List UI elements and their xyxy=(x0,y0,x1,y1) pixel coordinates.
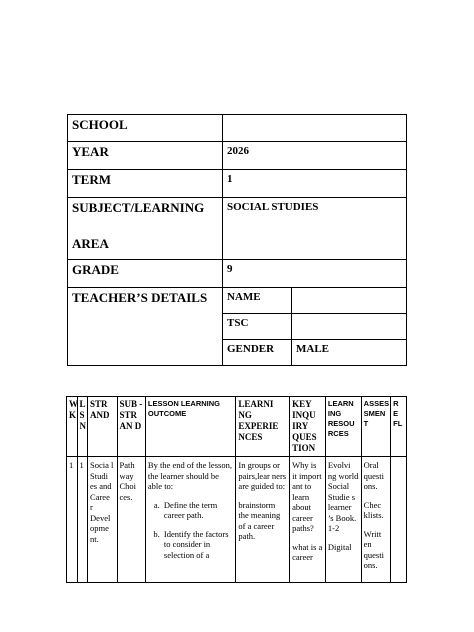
cell-lesson: 1 xyxy=(77,457,88,583)
cell-learning-outcome xyxy=(145,457,236,583)
year-label: YEAR xyxy=(68,142,223,170)
assessment-1: Oral questi ons. xyxy=(363,460,384,491)
inquiry-question-2: what is a career xyxy=(292,541,323,562)
teacher-details-label: TEACHER’S DETAILS xyxy=(68,288,223,366)
cell-reflection xyxy=(391,457,407,583)
name-label: NAME xyxy=(223,288,292,314)
lesson-plan-table xyxy=(66,396,407,583)
header-assessment: ASSES SMEN T xyxy=(361,397,390,457)
header-learning-experiences: LEARNI NG EXPERIE NCES xyxy=(236,397,290,457)
cell-week: 1 xyxy=(67,457,78,583)
term-label: TERM xyxy=(68,170,223,198)
header-learning-outcome: LESSON LEARNING OUTCOME xyxy=(145,397,236,457)
subject-value: SOCIAL STUDIES xyxy=(223,198,407,260)
cell-assessment xyxy=(361,457,390,583)
name-value xyxy=(292,288,407,314)
outcome-intro: By the end of the lesson, the learner should be able to: xyxy=(147,460,232,491)
grade-value: 9 xyxy=(223,260,407,288)
header-inquiry-question: KEY INQU IRY QUES TION xyxy=(290,397,326,457)
header-strand: STR AND xyxy=(88,397,117,457)
header-lesson: L S N xyxy=(77,397,88,457)
inquiry-question-1: Why is it import ant to learn about career paths? xyxy=(292,460,322,533)
header-week: W K xyxy=(67,397,78,457)
header-learning-resources: LEARN ING RESOU RCES xyxy=(325,397,361,457)
resource-1: Evolvi ng world Social Studie s learner ’s Book. 1-2 xyxy=(327,460,359,533)
gender-value: MALE xyxy=(292,340,407,366)
assessment-2: Chec klists. xyxy=(363,499,384,520)
outcome-list xyxy=(148,500,234,561)
term-value: 1 xyxy=(223,170,407,198)
subject-label-line1: SUBJECT/LEARNING xyxy=(72,200,205,215)
header-sub-strand: SUB - STR AN D xyxy=(117,397,145,457)
cell-sub-strand: Path way Choi ces. xyxy=(117,457,145,583)
cell-learning-experiences xyxy=(236,457,290,583)
cell-strand: Socia l Studi es and Caree r Devel opme nt. xyxy=(88,457,117,583)
tsc-label: TSC xyxy=(223,314,292,340)
outcome-item: b. Identify the factors to consider in selection of a xyxy=(162,529,234,561)
subject-label xyxy=(68,198,223,260)
experiences-intro: In groups or pairs,lear ners are guided to: xyxy=(238,460,287,491)
subject-label-line2: AREA xyxy=(72,236,109,251)
outcome-item: a. Define the term career path. xyxy=(162,500,234,521)
grade-label: GRADE xyxy=(68,260,223,288)
school-info-table xyxy=(67,114,407,366)
experiences-item: brainstorm the meaning of a career path. xyxy=(238,499,281,541)
header-reflection: R E FL xyxy=(391,397,407,457)
tsc-value xyxy=(292,314,407,340)
school-value xyxy=(223,115,407,142)
cell-learning-resources xyxy=(325,457,361,583)
school-label: SCHOOL xyxy=(68,115,223,142)
year-value: 2026 xyxy=(223,142,407,170)
assessment-3: Writt en questi ons. xyxy=(363,528,384,570)
resource-2: Digital xyxy=(327,541,352,552)
cell-inquiry-question xyxy=(290,457,326,583)
gender-label: GENDER xyxy=(223,340,292,366)
